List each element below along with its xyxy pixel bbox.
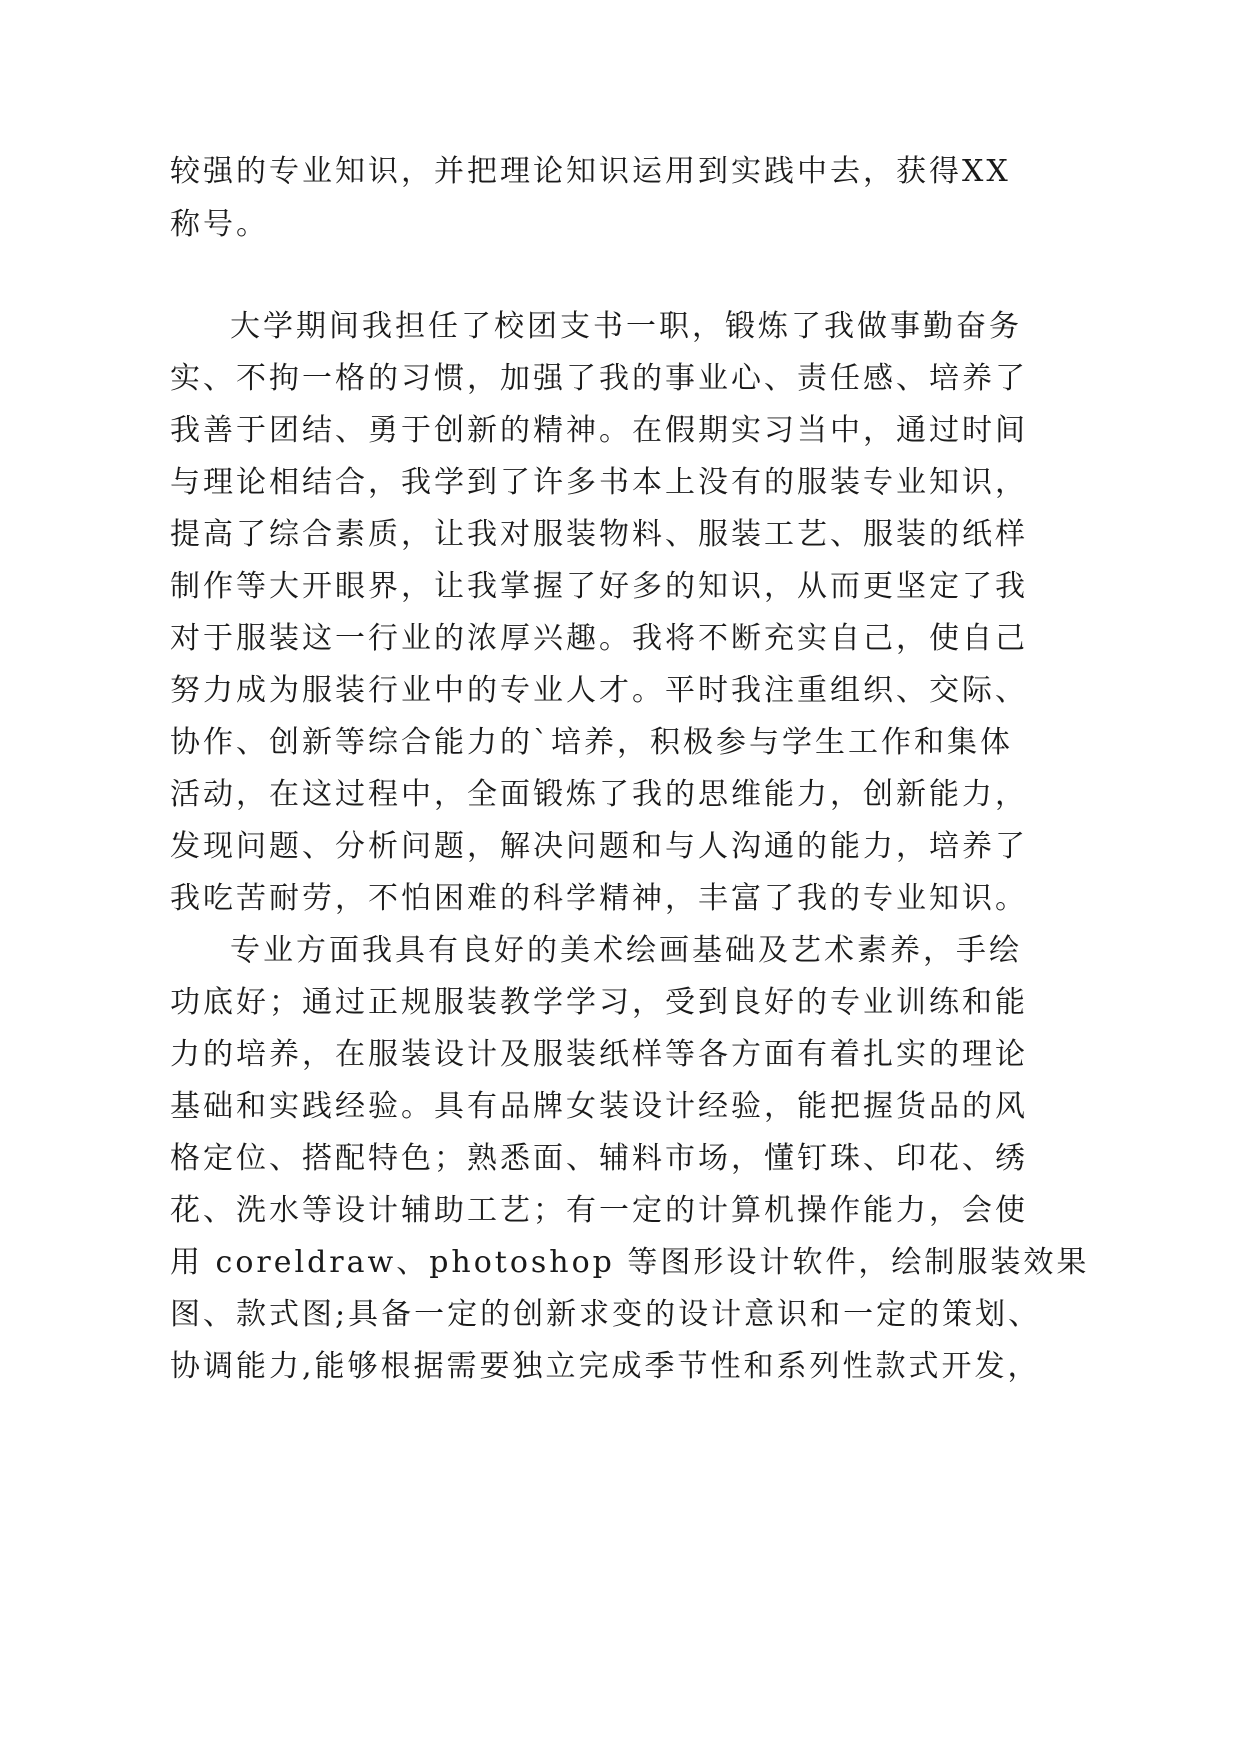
text-line: 努力成为服装行业中的专业人才。平时我注重组织、交际、 <box>170 673 1028 708</box>
text-line: 较强的专业知识，并把理论知识运用到实践中去，获得XX <box>170 154 1011 189</box>
text-line: 实、不拘一格的习惯，加强了我的事业心、责任感、培养了 <box>170 361 1028 396</box>
text-line: 活动，在这过程中，全面锻炼了我的思维能力，创新能力， <box>170 777 1028 812</box>
text-line: 力的培养，在服装设计及服装纸样等各方面有着扎实的理论 <box>170 1037 1028 1072</box>
text-line: 对于服装这一行业的浓厚兴趣。我将不断充实自己，使自己 <box>170 621 1028 656</box>
paragraph-start-line: 专业方面我具有良好的美术绘画基础及艺术素养，手绘 <box>230 933 1022 968</box>
text-line: 与理论相结合，我学到了许多书本上没有的服装专业知识， <box>170 465 1028 500</box>
text-line: 花、洗水等设计辅助工艺；有一定的计算机操作能力，会使 <box>170 1193 1028 1228</box>
paragraph-start-line: 大学期间我担任了校团支书一职，锻炼了我做事勤奋务 <box>230 309 1022 344</box>
text-line: 称号。 <box>170 207 269 242</box>
text-line: 我善于团结、勇于创新的精神。在假期实习当中，通过时间 <box>170 413 1028 448</box>
text-line: 图、款式图;具备一定的创新求变的设计意识和一定的策划、 <box>170 1297 1042 1332</box>
text-line: 用 coreldraw、photoshop 等图形设计软件，绘制服装效果 <box>170 1245 1090 1280</box>
text-line: 制作等大开眼界，让我掌握了好多的知识，从而更坚定了我 <box>170 569 1028 604</box>
text-line: 我吃苦耐劳，不怕困难的科学精神，丰富了我的专业知识。 <box>170 881 1028 916</box>
text-line: 格定位、搭配特色；熟悉面、辅料市场，懂钉珠、印花、绣 <box>170 1141 1028 1176</box>
text-line: 提高了综合素质，让我对服装物料、服装工艺、服装的纸样 <box>170 517 1028 552</box>
text-line: 协作、创新等综合能力的`培养，积极参与学生工作和集体 <box>170 725 1013 760</box>
text-line: 协调能力,能够根据需要独立完成季节性和系列性款式开发， <box>170 1349 1041 1384</box>
text-line: 发现问题、分析问题，解决问题和与人沟通的能力，培养了 <box>170 829 1028 864</box>
text-line: 基础和实践经验。具有品牌女装设计经验，能把握货品的风 <box>170 1089 1028 1124</box>
text-line: 功底好；通过正规服装教学学习，受到良好的专业训练和能 <box>170 985 1028 1020</box>
